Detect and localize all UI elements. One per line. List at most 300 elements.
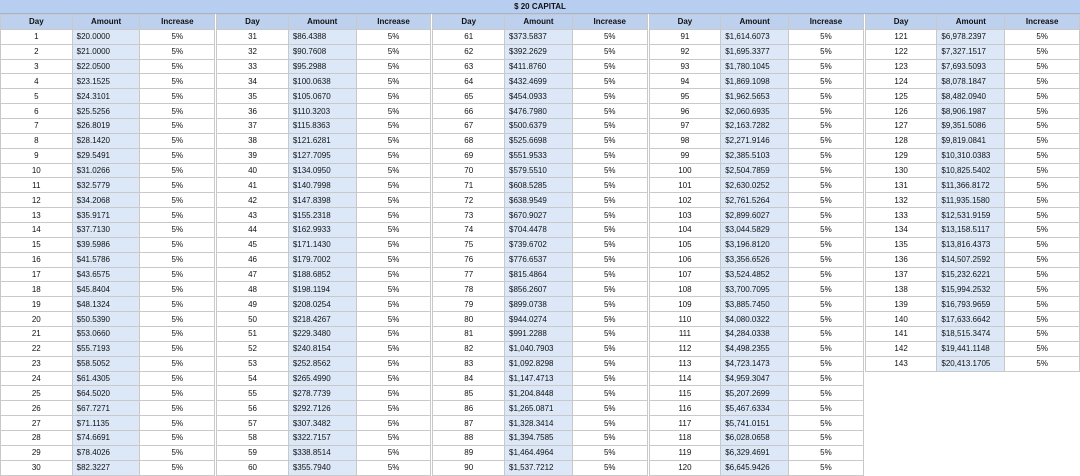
amount-cell[interactable]: $147.8398 — [288, 193, 356, 208]
amount-cell[interactable]: $1,869.1098 — [721, 74, 789, 89]
increase-cell[interactable]: 5% — [572, 252, 647, 267]
amount-cell[interactable]: $64.5020 — [72, 386, 140, 401]
column-header-amount[interactable]: Amount — [72, 15, 140, 30]
day-cell[interactable]: 23 — [1, 356, 73, 371]
day-cell[interactable]: 55 — [217, 386, 289, 401]
increase-cell[interactable]: 5% — [140, 267, 215, 282]
increase-cell[interactable]: 5% — [140, 119, 215, 134]
increase-cell[interactable]: 5% — [356, 178, 431, 193]
increase-cell[interactable]: 5% — [572, 401, 647, 416]
amount-cell[interactable]: $229.3480 — [288, 327, 356, 342]
day-cell[interactable]: 95 — [649, 89, 721, 104]
amount-cell[interactable]: $16,793.9659 — [937, 297, 1005, 312]
day-cell[interactable]: 13 — [1, 208, 73, 223]
amount-cell[interactable]: $90.7608 — [288, 44, 356, 59]
amount-cell[interactable]: $355.7940 — [288, 460, 356, 475]
increase-cell[interactable]: 5% — [572, 386, 647, 401]
increase-cell[interactable]: 5% — [1005, 252, 1080, 267]
day-cell[interactable]: 19 — [1, 297, 73, 312]
increase-cell[interactable]: 5% — [1005, 297, 1080, 312]
amount-cell[interactable]: $278.7739 — [288, 386, 356, 401]
increase-cell[interactable]: 5% — [789, 178, 864, 193]
day-cell[interactable]: 24 — [1, 371, 73, 386]
increase-cell[interactable]: 5% — [356, 386, 431, 401]
amount-cell[interactable]: $41.5786 — [72, 252, 140, 267]
increase-cell[interactable]: 5% — [140, 133, 215, 148]
increase-cell[interactable]: 5% — [1005, 193, 1080, 208]
increase-cell[interactable]: 5% — [140, 431, 215, 446]
day-cell[interactable]: 90 — [433, 460, 505, 475]
amount-cell[interactable]: $322.7157 — [288, 431, 356, 446]
day-cell[interactable]: 77 — [433, 267, 505, 282]
amount-cell[interactable]: $18,515.3474 — [937, 327, 1005, 342]
day-cell[interactable]: 22 — [1, 341, 73, 356]
amount-cell[interactable]: $1,695.3377 — [721, 44, 789, 59]
increase-cell[interactable]: 5% — [140, 416, 215, 431]
increase-cell[interactable]: 5% — [789, 208, 864, 223]
amount-cell[interactable]: $188.6852 — [288, 267, 356, 282]
amount-cell[interactable]: $4,080.0322 — [721, 312, 789, 327]
day-cell[interactable]: 5 — [1, 89, 73, 104]
amount-cell[interactable]: $1,962.5653 — [721, 89, 789, 104]
increase-cell[interactable]: 5% — [140, 386, 215, 401]
increase-cell[interactable]: 5% — [140, 208, 215, 223]
day-cell[interactable]: 15 — [1, 237, 73, 252]
increase-cell[interactable]: 5% — [140, 44, 215, 59]
increase-cell[interactable]: 5% — [1005, 74, 1080, 89]
day-cell[interactable]: 87 — [433, 416, 505, 431]
day-cell[interactable]: 53 — [217, 356, 289, 371]
increase-cell[interactable]: 5% — [140, 282, 215, 297]
day-cell[interactable]: 118 — [649, 431, 721, 446]
day-cell[interactable]: 83 — [433, 356, 505, 371]
amount-cell[interactable]: $392.2629 — [505, 44, 573, 59]
increase-cell[interactable]: 5% — [356, 327, 431, 342]
day-cell[interactable]: 124 — [865, 74, 937, 89]
amount-cell[interactable]: $22.0500 — [72, 59, 140, 74]
day-cell[interactable]: 128 — [865, 133, 937, 148]
increase-cell[interactable]: 5% — [572, 327, 647, 342]
day-cell[interactable]: 84 — [433, 371, 505, 386]
amount-cell[interactable]: $140.7998 — [288, 178, 356, 193]
amount-cell[interactable]: $74.6691 — [72, 431, 140, 446]
amount-cell[interactable]: $6,645.9426 — [721, 460, 789, 475]
amount-cell[interactable]: $899.0738 — [505, 297, 573, 312]
day-cell[interactable]: 142 — [865, 341, 937, 356]
amount-cell[interactable]: $2,385.5103 — [721, 148, 789, 163]
increase-cell[interactable]: 5% — [789, 386, 864, 401]
increase-cell[interactable]: 5% — [140, 401, 215, 416]
day-cell[interactable]: 32 — [217, 44, 289, 59]
day-cell[interactable]: 97 — [649, 119, 721, 134]
day-cell[interactable]: 36 — [217, 104, 289, 119]
increase-cell[interactable]: 5% — [789, 223, 864, 238]
amount-cell[interactable]: $218.4267 — [288, 312, 356, 327]
day-cell[interactable]: 49 — [217, 297, 289, 312]
increase-cell[interactable]: 5% — [572, 445, 647, 460]
amount-cell[interactable]: $670.9027 — [505, 208, 573, 223]
column-header-amount[interactable]: Amount — [721, 15, 789, 30]
day-cell[interactable]: 98 — [649, 133, 721, 148]
increase-cell[interactable]: 5% — [789, 327, 864, 342]
amount-cell[interactable]: $432.4699 — [505, 74, 573, 89]
day-cell[interactable]: 50 — [217, 312, 289, 327]
increase-cell[interactable]: 5% — [1005, 208, 1080, 223]
amount-cell[interactable]: $454.0933 — [505, 89, 573, 104]
amount-cell[interactable]: $13,158.5117 — [937, 223, 1005, 238]
day-cell[interactable]: 67 — [433, 119, 505, 134]
amount-cell[interactable]: $13,816.4373 — [937, 237, 1005, 252]
amount-cell[interactable]: $2,163.7282 — [721, 119, 789, 134]
increase-cell[interactable]: 5% — [140, 297, 215, 312]
day-cell[interactable]: 25 — [1, 386, 73, 401]
increase-cell[interactable]: 5% — [1005, 237, 1080, 252]
amount-cell[interactable]: $32.5779 — [72, 178, 140, 193]
day-cell[interactable]: 115 — [649, 386, 721, 401]
increase-cell[interactable]: 5% — [356, 237, 431, 252]
day-cell[interactable]: 120 — [649, 460, 721, 475]
day-cell[interactable]: 126 — [865, 104, 937, 119]
day-cell[interactable]: 44 — [217, 223, 289, 238]
amount-cell[interactable]: $10,825.5402 — [937, 163, 1005, 178]
day-cell[interactable]: 45 — [217, 237, 289, 252]
amount-cell[interactable]: $2,504.7859 — [721, 163, 789, 178]
increase-cell[interactable]: 5% — [572, 460, 647, 475]
amount-cell[interactable]: $1,204.8448 — [505, 386, 573, 401]
day-cell[interactable]: 123 — [865, 59, 937, 74]
amount-cell[interactable]: $240.8154 — [288, 341, 356, 356]
day-cell[interactable]: 107 — [649, 267, 721, 282]
column-header-day[interactable]: Day — [217, 15, 289, 30]
amount-cell[interactable]: $37.7130 — [72, 223, 140, 238]
increase-cell[interactable]: 5% — [140, 74, 215, 89]
day-cell[interactable]: 89 — [433, 445, 505, 460]
day-cell[interactable]: 29 — [1, 445, 73, 460]
day-cell[interactable]: 8 — [1, 133, 73, 148]
amount-cell[interactable]: $61.4305 — [72, 371, 140, 386]
column-header-day[interactable]: Day — [433, 15, 505, 30]
increase-cell[interactable]: 5% — [356, 416, 431, 431]
amount-cell[interactable]: $45.8404 — [72, 282, 140, 297]
increase-cell[interactable]: 5% — [1005, 119, 1080, 134]
amount-cell[interactable]: $14,507.2592 — [937, 252, 1005, 267]
amount-cell[interactable]: $3,524.4852 — [721, 267, 789, 282]
amount-cell[interactable]: $9,819.0841 — [937, 133, 1005, 148]
amount-cell[interactable]: $3,044.5829 — [721, 223, 789, 238]
day-cell[interactable]: 39 — [217, 148, 289, 163]
amount-cell[interactable]: $373.5837 — [505, 29, 573, 44]
increase-cell[interactable]: 5% — [572, 163, 647, 178]
amount-cell[interactable]: $39.5986 — [72, 237, 140, 252]
day-cell[interactable]: 96 — [649, 104, 721, 119]
increase-cell[interactable]: 5% — [1005, 178, 1080, 193]
day-cell[interactable]: 34 — [217, 74, 289, 89]
amount-cell[interactable]: $739.6702 — [505, 237, 573, 252]
amount-cell[interactable]: $3,196.8120 — [721, 237, 789, 252]
column-header-increase[interactable]: Increase — [140, 15, 215, 30]
day-cell[interactable]: 94 — [649, 74, 721, 89]
day-cell[interactable]: 88 — [433, 431, 505, 446]
increase-cell[interactable]: 5% — [572, 341, 647, 356]
amount-cell[interactable]: $35.9171 — [72, 208, 140, 223]
day-cell[interactable]: 48 — [217, 282, 289, 297]
day-cell[interactable]: 72 — [433, 193, 505, 208]
increase-cell[interactable]: 5% — [789, 371, 864, 386]
amount-cell[interactable]: $4,498.2355 — [721, 341, 789, 356]
amount-cell[interactable]: $5,741.0151 — [721, 416, 789, 431]
day-cell[interactable]: 51 — [217, 327, 289, 342]
amount-cell[interactable]: $67.7271 — [72, 401, 140, 416]
day-cell[interactable]: 41 — [217, 178, 289, 193]
day-cell[interactable]: 11 — [1, 178, 73, 193]
day-cell[interactable]: 138 — [865, 282, 937, 297]
increase-cell[interactable]: 5% — [572, 29, 647, 44]
day-cell[interactable]: 59 — [217, 445, 289, 460]
amount-cell[interactable]: $208.0254 — [288, 297, 356, 312]
increase-cell[interactable]: 5% — [789, 237, 864, 252]
increase-cell[interactable]: 5% — [140, 59, 215, 74]
amount-cell[interactable]: $1,040.7903 — [505, 341, 573, 356]
day-cell[interactable]: 93 — [649, 59, 721, 74]
day-cell[interactable]: 9 — [1, 148, 73, 163]
amount-cell[interactable]: $82.3227 — [72, 460, 140, 475]
day-cell[interactable]: 113 — [649, 356, 721, 371]
column-header-increase[interactable]: Increase — [1005, 15, 1080, 30]
increase-cell[interactable]: 5% — [789, 341, 864, 356]
amount-cell[interactable]: $134.0950 — [288, 163, 356, 178]
amount-cell[interactable]: $1,780.1045 — [721, 59, 789, 74]
day-cell[interactable]: 14 — [1, 223, 73, 238]
amount-cell[interactable]: $500.6379 — [505, 119, 573, 134]
amount-cell[interactable]: $292.7126 — [288, 401, 356, 416]
column-header-amount[interactable]: Amount — [937, 15, 1005, 30]
amount-cell[interactable]: $25.5256 — [72, 104, 140, 119]
amount-cell[interactable]: $17,633.6642 — [937, 312, 1005, 327]
increase-cell[interactable]: 5% — [572, 416, 647, 431]
day-cell[interactable]: 16 — [1, 252, 73, 267]
day-cell[interactable]: 102 — [649, 193, 721, 208]
increase-cell[interactable]: 5% — [572, 44, 647, 59]
increase-cell[interactable]: 5% — [572, 312, 647, 327]
amount-cell[interactable]: $8,078.1847 — [937, 74, 1005, 89]
increase-cell[interactable]: 5% — [789, 460, 864, 475]
increase-cell[interactable]: 5% — [1005, 148, 1080, 163]
amount-cell[interactable]: $10,310.0383 — [937, 148, 1005, 163]
increase-cell[interactable]: 5% — [356, 193, 431, 208]
amount-cell[interactable]: $8,906.1987 — [937, 104, 1005, 119]
day-cell[interactable]: 61 — [433, 29, 505, 44]
amount-cell[interactable]: $9,351.5086 — [937, 119, 1005, 134]
day-cell[interactable]: 71 — [433, 178, 505, 193]
amount-cell[interactable]: $162.9933 — [288, 223, 356, 238]
amount-cell[interactable]: $179.7002 — [288, 252, 356, 267]
day-cell[interactable]: 52 — [217, 341, 289, 356]
increase-cell[interactable]: 5% — [356, 371, 431, 386]
increase-cell[interactable]: 5% — [356, 104, 431, 119]
amount-cell[interactable]: $11,366.8172 — [937, 178, 1005, 193]
amount-cell[interactable]: $78.4026 — [72, 445, 140, 460]
increase-cell[interactable]: 5% — [356, 282, 431, 297]
amount-cell[interactable]: $608.5285 — [505, 178, 573, 193]
day-cell[interactable]: 99 — [649, 148, 721, 163]
increase-cell[interactable]: 5% — [1005, 267, 1080, 282]
amount-cell[interactable]: $5,207.2699 — [721, 386, 789, 401]
amount-cell[interactable]: $3,885.7450 — [721, 297, 789, 312]
day-cell[interactable]: 17 — [1, 267, 73, 282]
amount-cell[interactable]: $105.0670 — [288, 89, 356, 104]
amount-cell[interactable]: $991.2288 — [505, 327, 573, 342]
day-cell[interactable]: 122 — [865, 44, 937, 59]
amount-cell[interactable]: $1,328.3414 — [505, 416, 573, 431]
day-cell[interactable]: 66 — [433, 104, 505, 119]
column-header-day[interactable]: Day — [865, 15, 937, 30]
amount-cell[interactable]: $24.3101 — [72, 89, 140, 104]
day-cell[interactable]: 101 — [649, 178, 721, 193]
increase-cell[interactable]: 5% — [140, 312, 215, 327]
day-cell[interactable]: 135 — [865, 237, 937, 252]
day-cell[interactable]: 129 — [865, 148, 937, 163]
amount-cell[interactable]: $6,329.4691 — [721, 445, 789, 460]
increase-cell[interactable]: 5% — [1005, 356, 1080, 371]
amount-cell[interactable]: $2,060.6935 — [721, 104, 789, 119]
increase-cell[interactable]: 5% — [356, 163, 431, 178]
increase-cell[interactable]: 5% — [1005, 163, 1080, 178]
increase-cell[interactable]: 5% — [140, 193, 215, 208]
increase-cell[interactable]: 5% — [572, 431, 647, 446]
increase-cell[interactable]: 5% — [572, 297, 647, 312]
amount-cell[interactable]: $115.8363 — [288, 119, 356, 134]
increase-cell[interactable]: 5% — [572, 208, 647, 223]
increase-cell[interactable]: 5% — [356, 431, 431, 446]
amount-cell[interactable]: $525.6698 — [505, 133, 573, 148]
increase-cell[interactable]: 5% — [1005, 44, 1080, 59]
amount-cell[interactable]: $198.1194 — [288, 282, 356, 297]
increase-cell[interactable]: 5% — [140, 237, 215, 252]
increase-cell[interactable]: 5% — [789, 74, 864, 89]
increase-cell[interactable]: 5% — [789, 267, 864, 282]
amount-cell[interactable]: $86.4388 — [288, 29, 356, 44]
day-cell[interactable]: 111 — [649, 327, 721, 342]
amount-cell[interactable]: $127.7095 — [288, 148, 356, 163]
day-cell[interactable]: 112 — [649, 341, 721, 356]
increase-cell[interactable]: 5% — [356, 297, 431, 312]
day-cell[interactable]: 64 — [433, 74, 505, 89]
amount-cell[interactable]: $1,464.4964 — [505, 445, 573, 460]
day-cell[interactable]: 140 — [865, 312, 937, 327]
amount-cell[interactable]: $4,959.3047 — [721, 371, 789, 386]
amount-cell[interactable]: $15,994.2532 — [937, 282, 1005, 297]
day-cell[interactable]: 134 — [865, 223, 937, 238]
amount-cell[interactable]: $155.2318 — [288, 208, 356, 223]
increase-cell[interactable]: 5% — [572, 59, 647, 74]
amount-cell[interactable]: $12,531.9159 — [937, 208, 1005, 223]
increase-cell[interactable]: 5% — [140, 223, 215, 238]
amount-cell[interactable]: $3,356.6526 — [721, 252, 789, 267]
increase-cell[interactable]: 5% — [572, 74, 647, 89]
day-cell[interactable]: 127 — [865, 119, 937, 134]
amount-cell[interactable]: $29.5491 — [72, 148, 140, 163]
amount-cell[interactable]: $4,284.0338 — [721, 327, 789, 342]
day-cell[interactable]: 40 — [217, 163, 289, 178]
increase-cell[interactable]: 5% — [140, 163, 215, 178]
amount-cell[interactable]: $28.1420 — [72, 133, 140, 148]
day-cell[interactable]: 133 — [865, 208, 937, 223]
day-cell[interactable]: 105 — [649, 237, 721, 252]
day-cell[interactable]: 121 — [865, 29, 937, 44]
increase-cell[interactable]: 5% — [356, 59, 431, 74]
increase-cell[interactable]: 5% — [140, 252, 215, 267]
day-cell[interactable]: 86 — [433, 401, 505, 416]
day-cell[interactable]: 70 — [433, 163, 505, 178]
day-cell[interactable]: 79 — [433, 297, 505, 312]
column-header-amount[interactable]: Amount — [288, 15, 356, 30]
amount-cell[interactable]: $121.6281 — [288, 133, 356, 148]
amount-cell[interactable]: $252.8562 — [288, 356, 356, 371]
increase-cell[interactable]: 5% — [572, 178, 647, 193]
increase-cell[interactable]: 5% — [140, 29, 215, 44]
amount-cell[interactable]: $1,092.8298 — [505, 356, 573, 371]
amount-cell[interactable]: $265.4990 — [288, 371, 356, 386]
increase-cell[interactable]: 5% — [356, 89, 431, 104]
increase-cell[interactable]: 5% — [789, 29, 864, 44]
increase-cell[interactable]: 5% — [356, 445, 431, 460]
day-cell[interactable]: 60 — [217, 460, 289, 475]
increase-cell[interactable]: 5% — [1005, 89, 1080, 104]
day-cell[interactable]: 37 — [217, 119, 289, 134]
day-cell[interactable]: 110 — [649, 312, 721, 327]
increase-cell[interactable]: 5% — [356, 341, 431, 356]
day-cell[interactable]: 92 — [649, 44, 721, 59]
amount-cell[interactable]: $55.7193 — [72, 341, 140, 356]
day-cell[interactable]: 119 — [649, 445, 721, 460]
increase-cell[interactable]: 5% — [789, 104, 864, 119]
amount-cell[interactable]: $34.2068 — [72, 193, 140, 208]
amount-cell[interactable]: $31.0266 — [72, 163, 140, 178]
amount-cell[interactable]: $43.6575 — [72, 267, 140, 282]
amount-cell[interactable]: $307.3482 — [288, 416, 356, 431]
amount-cell[interactable]: $1,394.7585 — [505, 431, 573, 446]
amount-cell[interactable]: $8,482.0940 — [937, 89, 1005, 104]
amount-cell[interactable]: $19,441.1148 — [937, 341, 1005, 356]
amount-cell[interactable]: $944.0274 — [505, 312, 573, 327]
amount-cell[interactable]: $26.8019 — [72, 119, 140, 134]
day-cell[interactable]: 4 — [1, 74, 73, 89]
increase-cell[interactable]: 5% — [1005, 312, 1080, 327]
day-cell[interactable]: 54 — [217, 371, 289, 386]
increase-cell[interactable]: 5% — [356, 119, 431, 134]
column-header-day[interactable]: Day — [649, 15, 721, 30]
day-cell[interactable]: 117 — [649, 416, 721, 431]
amount-cell[interactable]: $95.2988 — [288, 59, 356, 74]
day-cell[interactable]: 6 — [1, 104, 73, 119]
amount-cell[interactable]: $1,614.6073 — [721, 29, 789, 44]
amount-cell[interactable]: $551.9533 — [505, 148, 573, 163]
day-cell[interactable]: 82 — [433, 341, 505, 356]
increase-cell[interactable]: 5% — [1005, 341, 1080, 356]
day-cell[interactable]: 76 — [433, 252, 505, 267]
increase-cell[interactable]: 5% — [789, 148, 864, 163]
column-header-day[interactable]: Day — [1, 15, 73, 30]
day-cell[interactable]: 58 — [217, 431, 289, 446]
day-cell[interactable]: 20 — [1, 312, 73, 327]
day-cell[interactable]: 47 — [217, 267, 289, 282]
amount-cell[interactable]: $856.2607 — [505, 282, 573, 297]
day-cell[interactable]: 81 — [433, 327, 505, 342]
day-cell[interactable]: 91 — [649, 29, 721, 44]
day-cell[interactable]: 73 — [433, 208, 505, 223]
increase-cell[interactable]: 5% — [572, 223, 647, 238]
increase-cell[interactable]: 5% — [789, 59, 864, 74]
